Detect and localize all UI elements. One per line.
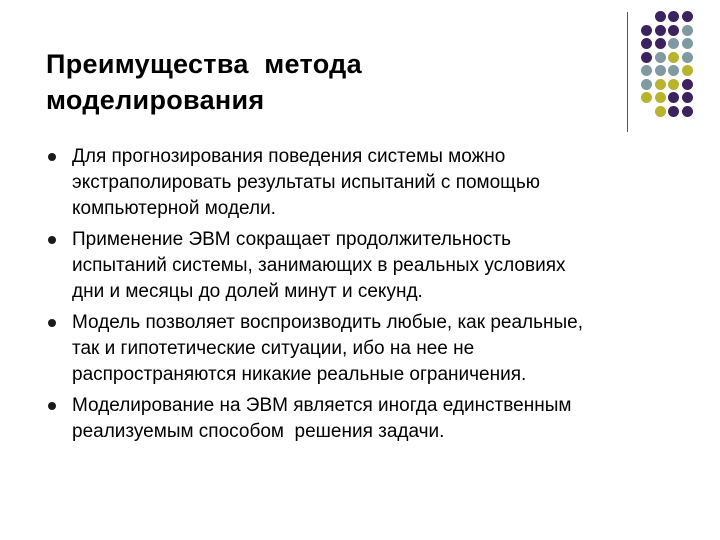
bullet-text-line: экстраполировать результаты испытаний с помощью [72,172,540,193]
decorative-dot [668,11,679,22]
decorative-dot [641,92,652,103]
bullet-dot-icon [48,402,56,410]
decorative-dot [682,65,693,76]
bullet-text-line: испытаний системы, занимающих в реальных условиях [72,255,566,276]
bullet-text-line: дни и месяцы до долей минут и секунд. [72,281,423,302]
bullet-item [46,144,686,222]
decorative-dot [668,52,679,63]
bullet-text-line: Модель позволяет воспроизводить любые, как реальные, [72,312,584,333]
bullet-list [46,144,686,450]
decorative-dot [641,79,652,90]
decorative-dot [682,52,693,63]
decorative-dot [682,92,693,103]
decorative-dot [682,106,693,117]
bullet-text-line: Моделирование на ЭВМ является иногда единственным [72,395,572,416]
title-divider [627,12,628,132]
bullet-text-line: реализуемым способом решения задачи. [72,421,445,442]
bullet-dot-icon [48,153,56,161]
decorative-dot [655,79,666,90]
decorative-dot [655,11,666,22]
decorative-dot [641,52,652,63]
decorative-dot [668,92,679,103]
bullet-text-line: так и гипотетические ситуации, ибо на нее не [72,338,475,359]
bullet-item [46,393,686,445]
decorative-dot [668,25,679,36]
decorative-dot [641,38,652,49]
decorative-dot [682,25,693,36]
slide-title [46,46,606,118]
decorative-dot [655,38,666,49]
decorative-dot-grid [641,11,720,121]
decorative-dot [668,38,679,49]
decorative-dot [668,106,679,117]
decorative-dot [682,79,693,90]
decorative-dot [655,92,666,103]
decorative-dot [641,25,652,36]
bullet-text-line: Для прогнозирования поведения системы можно [72,146,506,167]
decorative-dot [655,65,666,76]
bullet-dot-icon [48,236,56,244]
decorative-dot [655,52,666,63]
slide-title-line: Преимущества метода [46,49,362,79]
decorative-dot [682,38,693,49]
decorative-dot [655,25,666,36]
decorative-dot [682,11,693,22]
bullet-text-line: распространяются никакие реальные ограничения. [72,364,527,385]
bullet-text-line: Применение ЭВМ сокращает продолжительность [72,229,511,250]
decorative-dot [655,106,666,117]
decorative-dot [668,79,679,90]
bullet-item [46,227,686,305]
bullet-text-line: компьютерной модели. [72,198,276,219]
decorative-dot [641,65,652,76]
slide-title-line: моделирования [46,85,265,115]
bullet-item [46,310,686,388]
bullet-dot-icon [48,319,56,327]
decorative-dot [668,65,679,76]
